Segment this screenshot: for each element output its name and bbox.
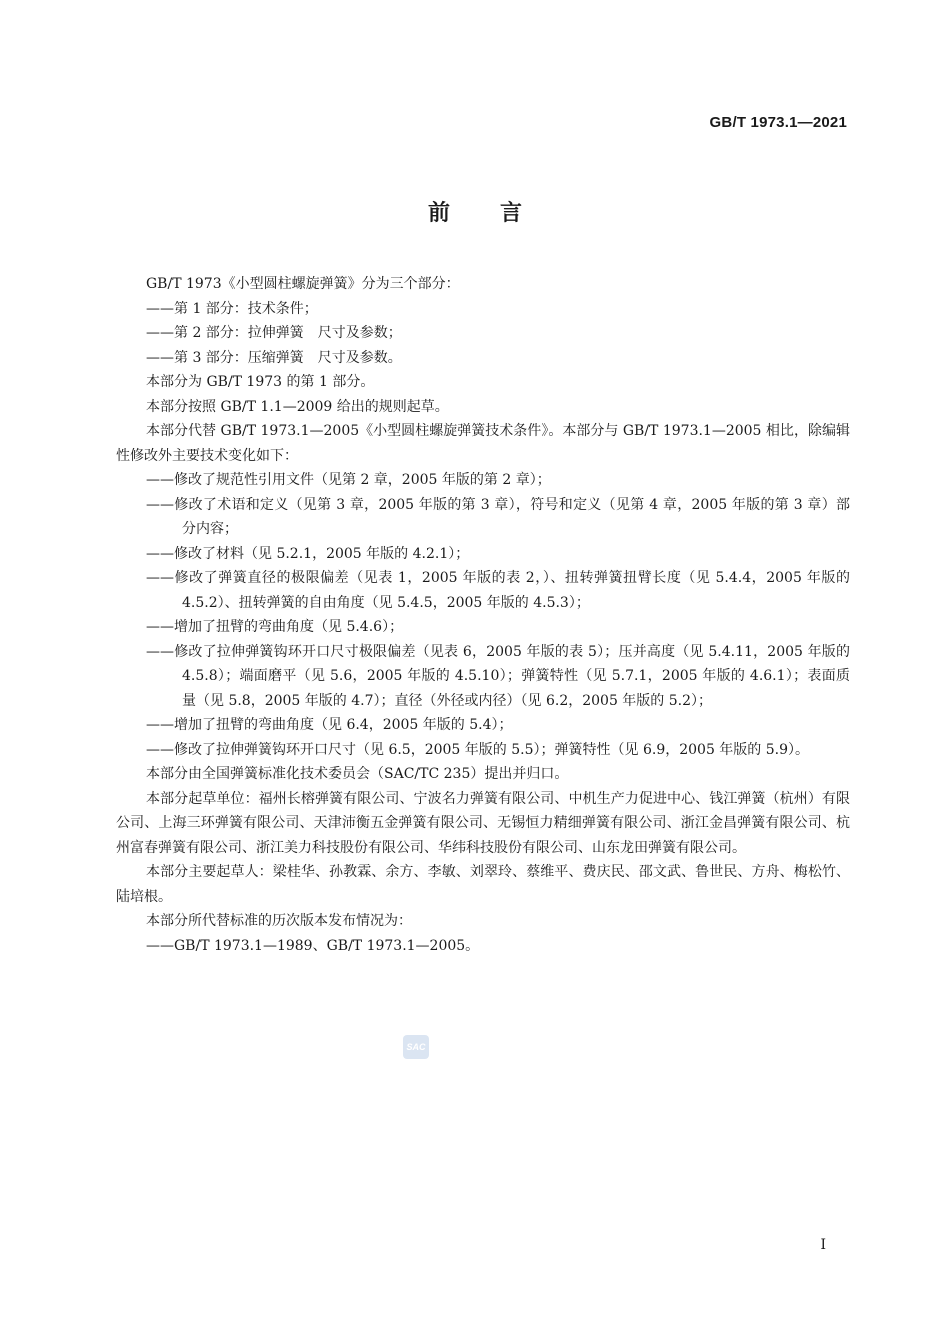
paragraph: 本部分为 GB/T 1973 的第 1 部分。 — [146, 374, 375, 390]
list-item: ——修改了拉伸弹簧钩环开口尺寸极限偏差（见表 6，2005 年版的表 5）；压并高度（见 5.4.11，2005 年版的 4.5.8）；端面磨平（见 5.6，2005 年版的 4.5.10）；弹簧特性（见 5.7.1，2005 年版的 4.6.1）；表面质量（见 5.8，2005 年版的 4.7）；直径（外径或内径）（见 6.2，2005 年版的 5.2）； — [146, 643, 850, 709]
paragraph: GB/T 1973《小型圆柱螺旋弹簧》分为三个部分： — [146, 276, 460, 292]
standard-number: GB/T 1973.1—2021 — [709, 114, 847, 131]
list-item: ——GB/T 1973.1—1989、GB/T 1973.1—2005。 — [146, 937, 480, 954]
paragraph: 本部分按照 GB/T 1.1—2009 给出的规则起草。 — [146, 398, 449, 415]
list-item: ——第 3 部分：压缩弹簧 尺寸及参数。 — [146, 349, 402, 366]
page-title: 前言 — [427, 201, 572, 226]
list-item: ——修改了弹簧直径的极限偏差（见表 1，2005 年版的表 2，）、扭转弹簧扭臂长度（见 5.4.4，2005 年版的 4.5.2）、扭转弹簧的自由角度（见 5.4.5，2005 年版的 4.5.3）； — [146, 570, 850, 611]
list-item: ——第 2 部分：拉伸弹簧 尺寸及参数； — [146, 325, 402, 341]
list-item: ——修改了规范性引用文件（见第 2 章，2005 年版的第 2 章）； — [146, 472, 551, 488]
list-item: ——第 1 部分：技术条件； — [146, 300, 318, 317]
list-item: ——增加了扭臂的弯曲角度（见 6.4，2005 年版的 5.4）； — [146, 717, 513, 733]
foreword-body — [116, 272, 850, 958]
list-item: ——修改了术语和定义（见第 3 章，2005 年版的第 3 章），符号和定义（见第 4 章，2005 年版的第 3 章）部分内容； — [146, 496, 850, 537]
list-item: ——增加了扭臂的弯曲角度（见 5.4.6）； — [146, 619, 404, 635]
sac-watermark-logo: SAC — [403, 1035, 429, 1059]
paragraph: 本部分主要起草人：梁桂华、孙教霖、余方、李敏、刘翠玲、蔡维平、费庆民、邵文武、鲁世民、方舟、梅松竹、陆培根。 — [116, 864, 850, 905]
list-item: ——修改了拉伸弹簧钩环开口尺寸（见 6.5，2005 年版的 5.5）；弹簧特性（见 6.9，2005 年版的 5.9）。 — [146, 741, 810, 758]
list-item: ——修改了材料（见 5.2.1，2005 年版的 4.2.1）； — [146, 545, 470, 562]
paragraph: 本部分所代替标准的历次版本发布情况为： — [146, 913, 412, 929]
paragraph: 本部分代替 GB/T 1973.1—2005《小型圆柱螺旋弹簧技术条件》。本部分与 GB/T 1973.1—2005 相比，除编辑性修改外主要技术变化如下： — [116, 423, 850, 464]
page-number: I — [820, 1237, 826, 1253]
paragraph: 本部分由全国弹簧标准化技术委员会（SAC/TC 235）提出并归口。 — [146, 766, 569, 782]
paragraph: 本部分起草单位：福州长榕弹簧有限公司、宁波名力弹簧有限公司、中机生产力促进中心、钱江弹簧（杭州）有限公司、上海三环弹簧有限公司、天津沛衡五金弹簧有限公司、无锡恒力精细弹簧有限公司、浙江金昌弹簧有限公司、杭州富春弹簧有限公司、浙江美力科技股份有限公司、华纬科技股份有限公司、山东龙田弹簧有限公司。 — [116, 790, 850, 856]
